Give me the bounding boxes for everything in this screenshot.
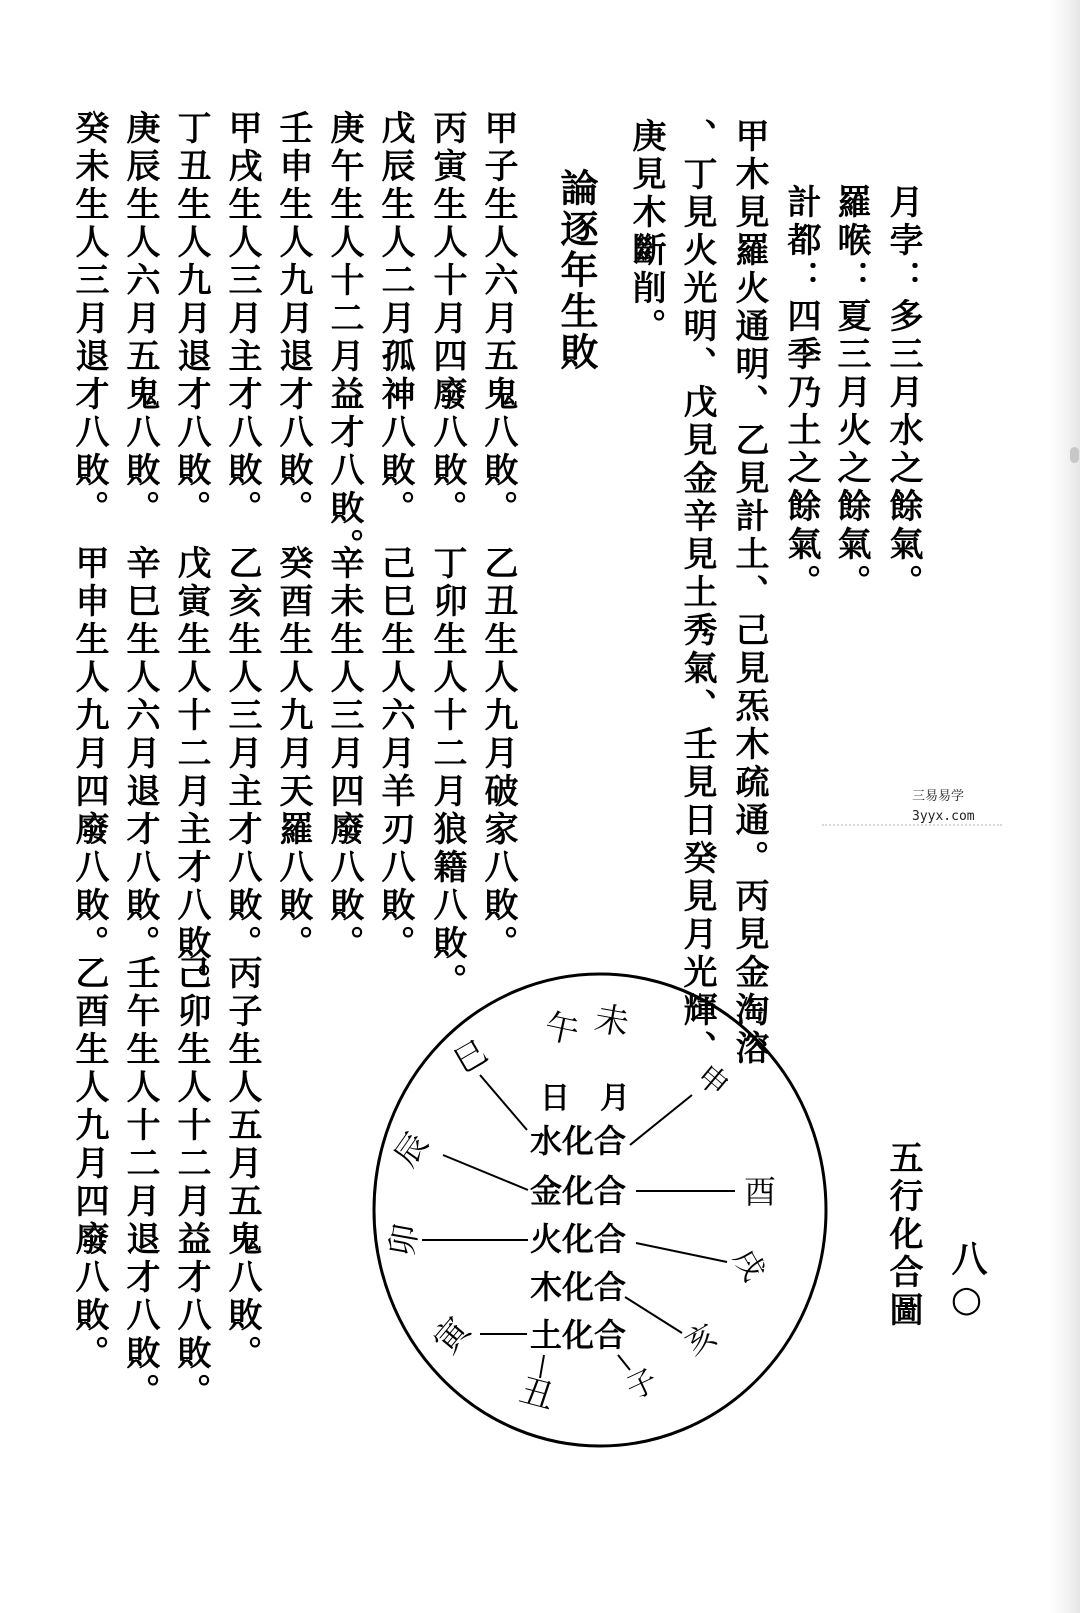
sun-label: 日 [540,1081,570,1116]
branch-zi: 子 [621,1362,664,1408]
branch-chou: 丑 [515,1370,559,1418]
entry-bottom-4: 乙酉生人九月四廢八敗。 [69,955,109,1373]
entry-top-1: 甲子生人六月五鬼八敗。 [478,110,518,528]
entry-top-4: 庚午生人十二月益才八敗。 [324,110,364,566]
intro-col-1: 月孛：多三月水之餘氣。 [883,184,923,602]
entry-bottom-2: 己卯生人十二月益才八敗。 [171,955,211,1411]
entry-mid-9: 甲申生人九月四廢八敗。 [69,545,109,963]
scrollbar-thumb[interactable] [1070,447,1079,463]
watermark-line-1: 三易易学 [912,789,965,804]
line-si [480,1075,527,1130]
intro-col-6: 庚見木斷削。 [626,118,666,346]
branch-xu: 戌 [725,1243,772,1287]
entry-mid-5: 癸酉生人九月天羅八敗。 [273,545,313,963]
dotted-rule [822,824,1002,830]
section-heading: 論逐年生敗 [554,168,598,373]
watermark-line-2: 3yyx.com [912,809,975,824]
branch-shen: 申 [689,1057,736,1105]
entry-top-9: 癸未生人三月退才八敗。 [69,110,109,528]
entry-bottom-1: 丙子生人五月五鬼八敗。 [222,955,262,1373]
branch-mao: 卯 [382,1221,426,1260]
page-number: 八○ [946,1240,987,1323]
combo-wood: 木化合 [530,1268,627,1306]
entry-top-8: 庚辰生人六月五鬼八敗。 [120,110,160,528]
line-hai [625,1297,682,1333]
intro-col-3: 計都：四季乃土之餘氣。 [781,184,821,602]
entry-mid-1: 乙丑生人九月破家八敗。 [478,545,518,963]
entry-top-3: 戊辰生人二月孤神八敗。 [375,110,415,528]
branch-wu: 午 [540,1006,583,1053]
page-edge-shadow [1050,0,1080,1613]
branch-yin: 寅 [426,1309,479,1362]
intro-col-5: 、丁見火光明、戊見金辛見土秀氣、壬見日癸見月光輝、 [677,118,717,1068]
entry-top-7: 丁丑生人九月退才八敗。 [171,110,211,528]
combo-water: 水化合 [530,1122,627,1160]
branch-wei: 未 [591,998,633,1044]
diagram-title: 五行化合圖 [883,1140,923,1330]
connector-lines [422,1075,735,1378]
entry-mid-8: 辛巳生人六月退才八敗。 [120,545,160,963]
entry-mid-6: 乙亥生人三月主才八敗。 [222,545,262,963]
entry-bottom-3: 壬午生人十二月退才八敗。 [120,955,160,1411]
entry-top-6: 甲戌生人三月主才八敗。 [222,110,262,528]
line-chou [540,1355,544,1378]
branch-hai: 亥 [679,1317,723,1363]
site-watermark [912,787,975,827]
combo-earth: 土化合 [530,1316,627,1354]
entry-top-2: 丙寅生人十月四廢八敗。 [427,110,467,528]
branch-si: 巳 [447,1032,494,1082]
combo-fire: 火化合 [530,1220,627,1258]
intro-col-2: 羅喉：夏三月火之餘氣。 [831,184,871,602]
entry-mid-7: 戊寅生人十二月主才八敗。 [171,545,211,1001]
combo-metal: 金化合 [530,1172,627,1210]
line-zi [618,1355,630,1370]
entry-mid-4: 辛未生人三月四廢八敗。 [324,545,364,963]
line-shen [630,1095,692,1145]
entry-mid-3: 己巳生人六月羊刃八敗。 [375,545,415,963]
moon-label: 月 [600,1081,630,1116]
branch-chen: 辰 [386,1125,436,1174]
branch-you: 酉 [744,1173,777,1211]
intro-col-4: 甲木見羅火通明、乙見計土、己見炁木疏通。丙見金淘溶 [729,118,769,1068]
line-xu [636,1243,727,1262]
entry-top-5: 壬申生人九月退才八敗。 [273,110,313,528]
line-chen [443,1155,528,1190]
entry-mid-2: 丁卯生人十二月狼籍八敗。 [427,545,467,1001]
